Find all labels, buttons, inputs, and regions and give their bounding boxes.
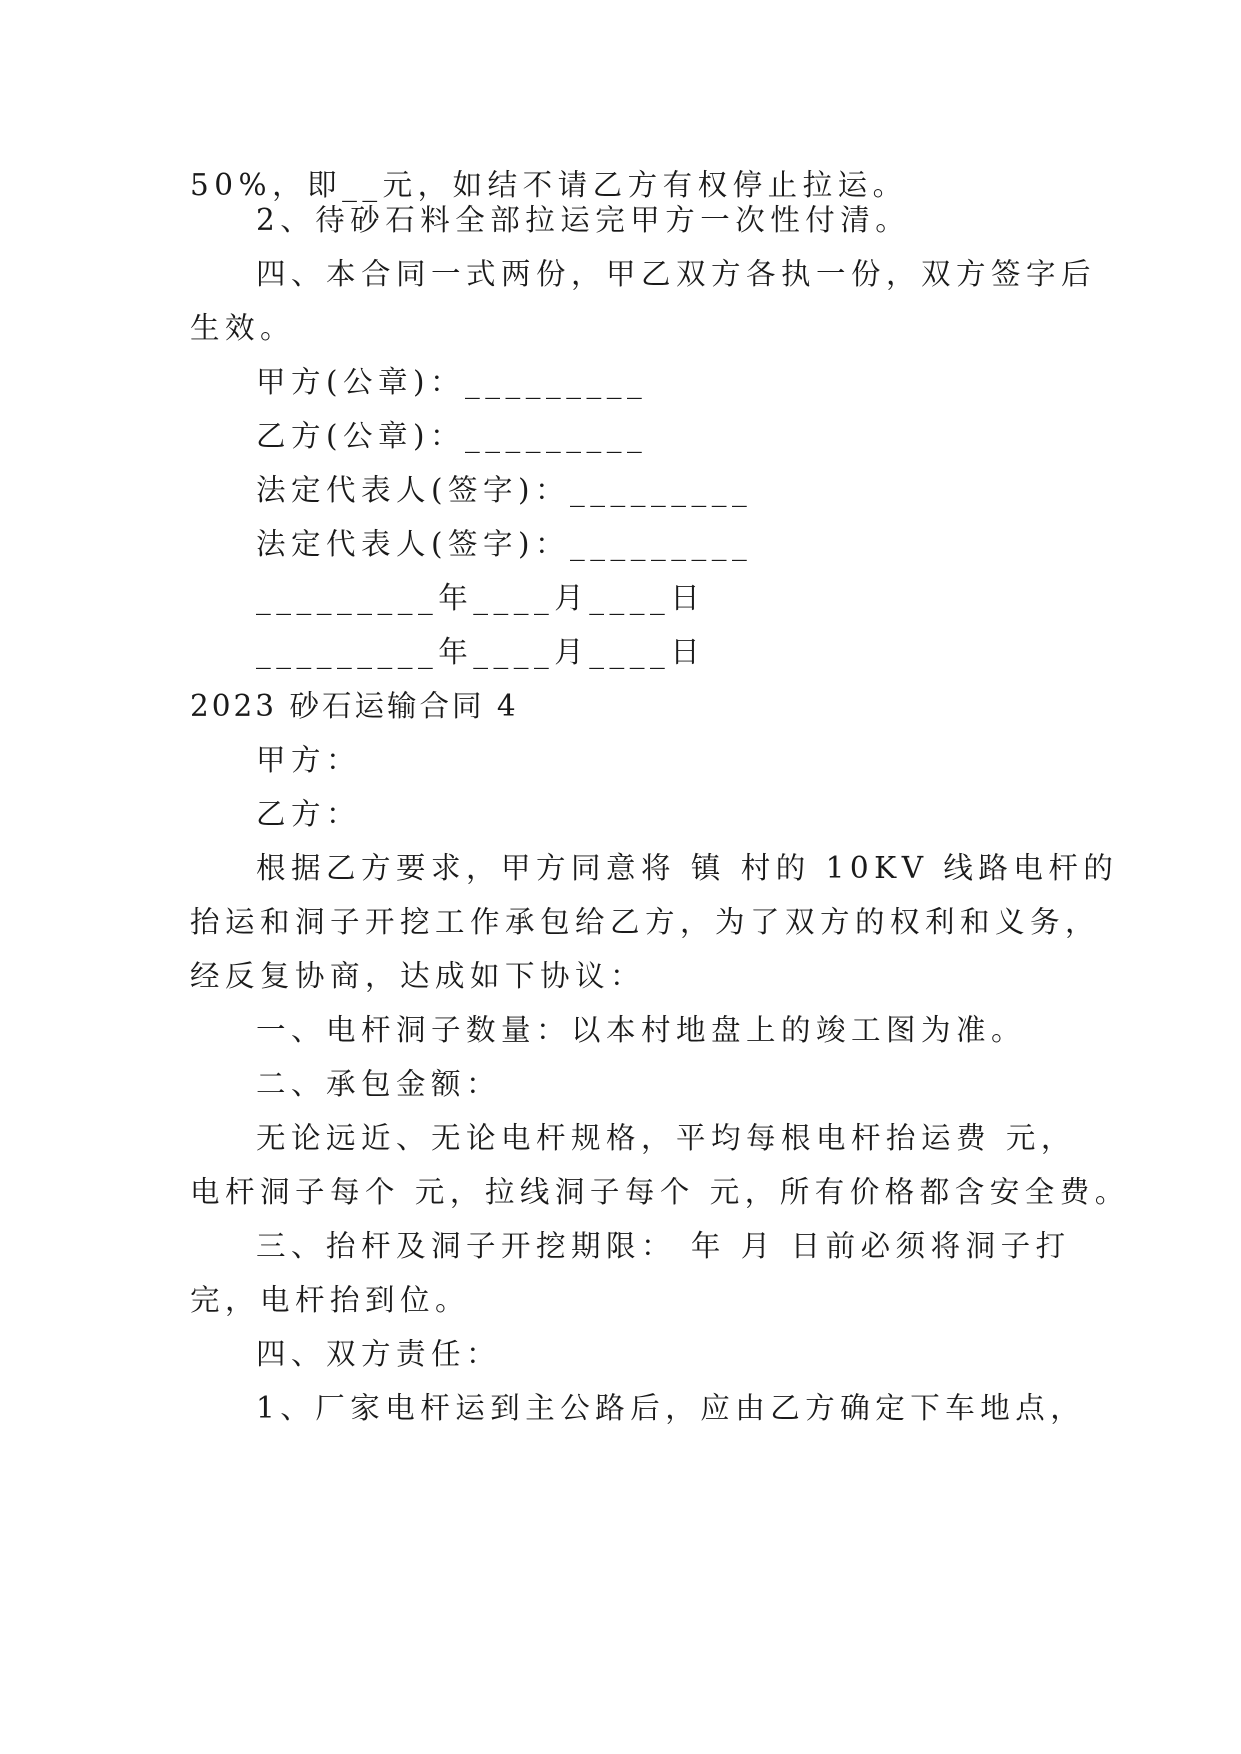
text-line-clause-4-cont: 生效。 [190,311,296,345]
text-line-responsibility-1: 1、厂家电杆运到主公路后，应由乙方确定下车地点， [256,1391,1086,1425]
date-line-2: _________年____月____日 [256,635,706,669]
text-line-payment-percent: 50%，即__元，如结不请乙方有权停止拉运。 [190,168,908,202]
contract-title: 2023 砂石运输合同 4 [190,689,519,723]
clause-2-contract-amount: 二、承包金额： [256,1067,502,1101]
party-a-label: 甲方： [256,743,362,777]
clause-4-responsibilities: 四、双方责任： [256,1337,502,1371]
text-line-preamble-1: 根据乙方要求，甲方同意将 镇 村的 10KV 线路电杆的 [256,851,1119,885]
text-line-payment-clause-2: 2、待砂石料全部拉运完甲方一次性付清。 [256,203,911,237]
legal-rep-signature-line-1: 法定代表人(签字)：_________ [256,473,753,507]
party-b-seal-line: 乙方(公章)：_________ [256,419,648,453]
clause-1-pole-quantity: 一、电杆洞子数量：以本村地盘上的竣工图为准。 [256,1013,1027,1047]
text-line-amount-2: 电杆洞子每个 元，拉线洞子每个 元，所有价格都含安全费。 [190,1175,1130,1209]
text-line-clause-4: 四、本合同一式两份，甲乙双方各执一份，双方签字后 [256,257,1097,291]
clause-3-deadline: 三、抬杆及洞子开挖期限： 年 月 日前必须将洞子打 [256,1229,1071,1263]
clause-3-deadline-cont: 完，电杆抬到位。 [190,1283,471,1317]
legal-rep-signature-line-2: 法定代表人(签字)：_________ [256,527,753,561]
party-b-label: 乙方： [256,797,362,831]
text-line-preamble-2: 抬运和洞子开挖工作承包给乙方，为了双方的权利和义务， [190,905,1101,939]
text-line-preamble-3: 经反复协商，达成如下协议： [190,959,646,993]
text-line-amount-1: 无论远近、无论电杆规格，平均每根电杆抬运费 元， [256,1121,1076,1155]
party-a-seal-line: 甲方(公章)：_________ [256,365,648,399]
date-line-1: _________年____月____日 [256,581,706,615]
